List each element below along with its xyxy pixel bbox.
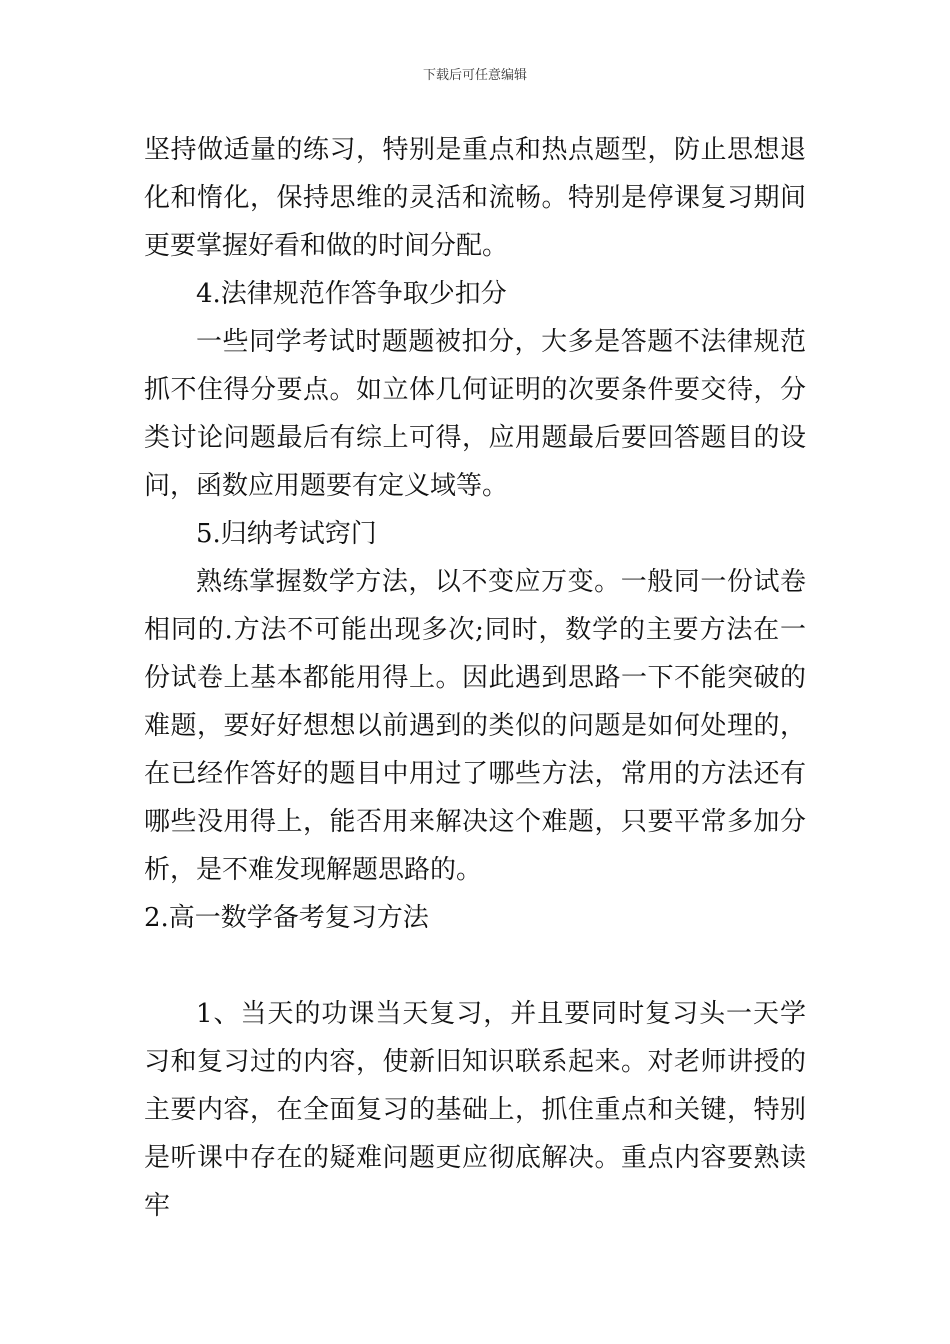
paragraph-standard-answers: 一些同学考试时题题被扣分，大多是答题不法律规范抓不住得分要点。如立体几何证明的次要条件要交待，分类讨论问题最后有综上可得，应用题最后要回答题目的设问，函数应用题要有定义域等。 — [144, 327, 806, 501]
paragraph-daily-review: 1、当天的功课当天复习，并且要同时复习头一天学习和复习过的内容，使新旧知识联系起来。对老师讲授的主要内容，在全面复习的基础上，抓住重点和关键，特别是听课中存在的疑难问题更应彻底解决。重点内容要熟读牢 — [144, 999, 806, 1221]
document-body — [144, 126, 806, 1230]
section-title-review-methods: 2.高一数学备考复习方法 — [144, 903, 429, 933]
paragraph-exam-tips: 熟练掌握数学方法，以不变应万变。一般同一份试卷相同的.方法不可能出现多次;同时，数学的主要方法在一份试卷上基本都能用得上。因此遇到思路一下不能突破的难题，要好好想想以前遇到的类似的问题是如何处理的，在已经作答好的题目中用过了哪些方法，常用的方法还有哪些没用得上，能否用来解决这个难题，只要平常多加分析，是不难发现解题思路的。 — [144, 567, 806, 885]
blank-line — [144, 942, 806, 990]
page-header: 下载后可任意编辑 — [422, 68, 527, 83]
heading-exam-tips: 5.归纳考试窍门 — [196, 519, 377, 549]
paragraph-practice: 坚持做适量的练习，特别是重点和热点题型，防止思想退化和惰化，保持思维的灵活和流畅。特别是停课复习期间更要掌握好看和做的时间分配。 — [144, 135, 806, 261]
heading-standard-answers: 4.法律规范作答争取少扣分 — [196, 279, 507, 309]
